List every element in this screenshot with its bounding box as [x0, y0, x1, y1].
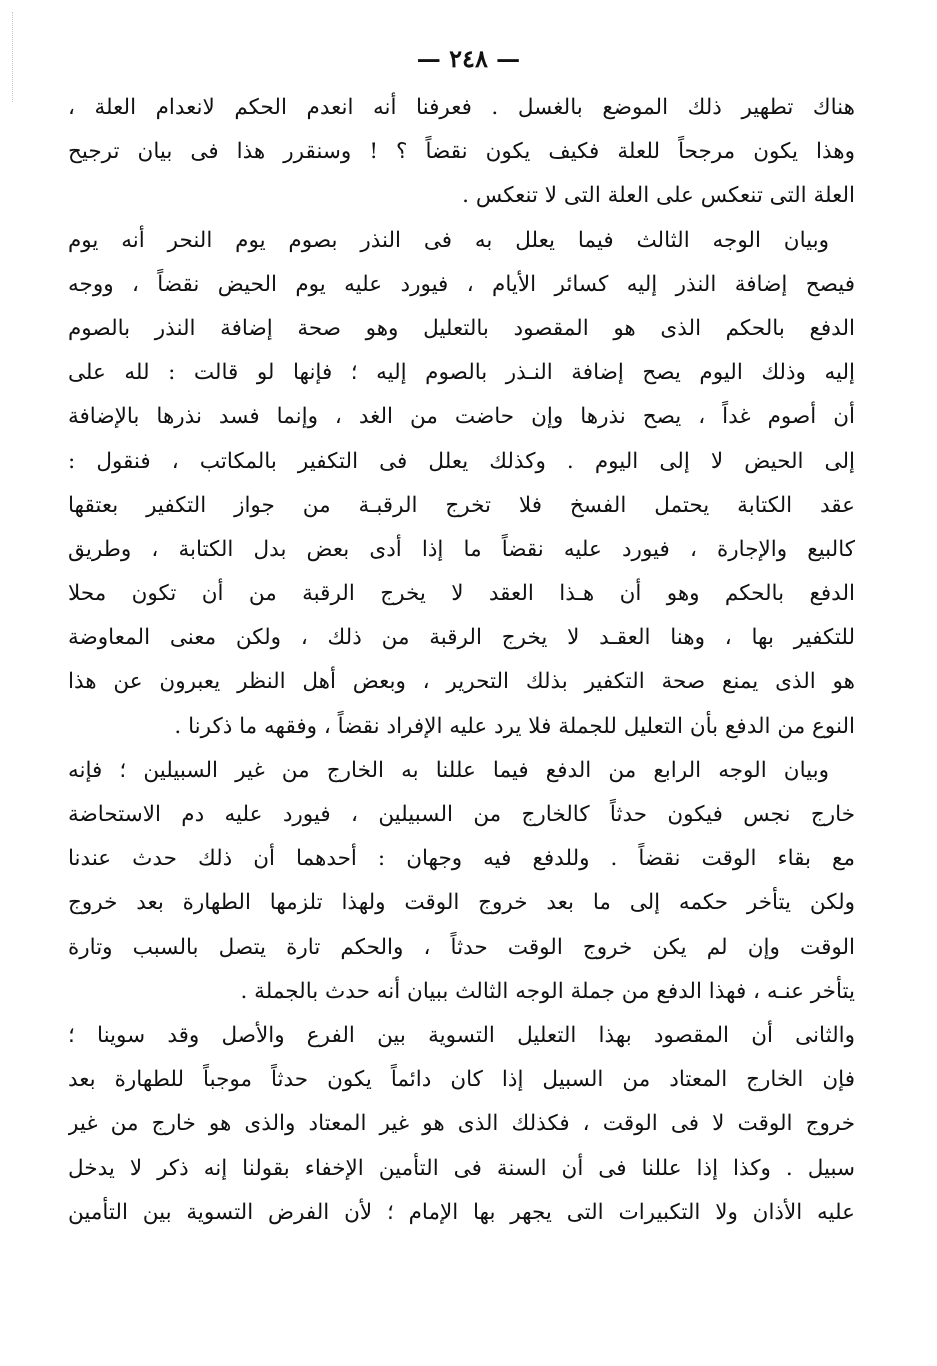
text-line: كالبيع والإجارة ، فيورد عليه نقضاً ما إذا أدى بعض بدل الكتابة ، وطريق: [68, 536, 855, 562]
text-line: الدفع بالحكم وهو أن هـذا العقد لا يخرج الرقبة من أن تكون محلا: [68, 581, 855, 607]
text-line: إلى الحيض لا إلى اليوم . وكذلك يعلل فى التكفير بالمكاتب ، فنقول :: [68, 448, 855, 474]
text-line: للتكفير بها ، وهنا العقـد لا يخرج الرقبة من ذلك ، ولكن معنى المعاوضة: [68, 625, 855, 651]
text-line: خارج نجس فيكون حدثاً كالخارج من السبيلين ، فيورد عليه دم الاستحاضة: [68, 802, 855, 827]
page-number: — ٢٤٨ —: [416, 44, 521, 73]
text-line: مع بقاء الوقت نقضاً . وللدفع فيه وجهان : أحدهما أن ذلك حدث عندنا: [68, 846, 855, 872]
text-line: الوقت وإن لم يكن خروج الوقت حدثاً ، والحكم تارة يتصل بالسبب وتارة: [68, 934, 855, 960]
text-line: وبيان الوجه الرابع من الدفع فيما عللنا به الخارج من غير السبيلين ؛ فإنه: [68, 757, 829, 783]
text-line: والثانى أن المقصود بهذا التعليل التسوية بين الفرع والأصل وقد سوينا ؛: [68, 1022, 855, 1048]
text-line: هناك تطهير ذلك الموضع بالغسل . فعرفنا أنه انعدم الحكم لانعدام العلة ،: [68, 95, 855, 120]
text-line: يتأخر عنـه ، فهذا الدفع من جملة الوجه الثالث ببيان أنه حدث بالجملة .: [240, 978, 855, 1004]
text-line: وبيان الوجه الثالث فيما يعلل به فى النذر بصوم يوم النحر أنه يوم: [68, 227, 829, 253]
text-line: خروج الوقت لا فى الوقت ، فكذلك الذى هو غير المعتاد والذى هو خارج من غير: [68, 1111, 855, 1137]
text-line: فإن الخارج المعتاد من السبيل إذا كان دائماً يكون حدثاً موجباً للطهارة بعد: [68, 1067, 855, 1093]
body-text: [68, 86, 855, 1235]
text-line: سبيل . وكذا إذا عللنا فى أن السنة فى التأمين الإخفاء بقولنا إنه ذكر لا يدخل: [68, 1155, 855, 1181]
text-line: إليه وذلك اليوم يصح إضافة النـذر بالصوم إليه ؛ فإنها لو قالت : لله على: [68, 360, 855, 386]
text-line: الدفع بالحكم الذى هو المقصود بالتعليل وهو صحة إضافة النذر بالصوم: [68, 315, 855, 341]
text-line: العلة التى تنعكس على العلة التى لا تنعكس .: [462, 183, 855, 209]
text-line: عليه الأذان ولا التكبيرات التى يجهر بها الإمام ؛ لأن الفرض التسوية بين التأمين: [68, 1199, 855, 1225]
text-line: وهذا يكون مرجحاً للعلة فكيف يكون نقضاً ؟ ! وسنقرر هذا فى بيان ترجيح: [68, 139, 855, 165]
text-line: عقد الكتابة يحتمل الفسخ فلا تخرج الرقبـة من جواز التكفير بعتقها: [68, 492, 855, 518]
text-line: أن أصوم غداً ، يصح نذرها وإن حاضت من الغد ، وإنما فسد نذرها بالإضافة: [68, 404, 855, 430]
text-line: ولكن يتأخر حكمه إلى ما بعد خروج الوقت ولهذا تلزمها الطهارة بعد خروج: [68, 890, 855, 916]
text-line: النوع من الدفع بأن التعليل للجملة فلا يرد عليه الإفراد نقضاً ، وفقهه ما ذكرنا .: [174, 713, 855, 739]
text-line: هو الذى يمنع صحة التكفير بذلك التحرير ، وبعض أهل النظر يعبرون عن هذا: [68, 669, 855, 695]
text-line: فيصح إضافة النذر إليه كسائر الأيام ، فيورد عليه يوم الحيض نقضاً ، ووجه: [68, 271, 855, 297]
